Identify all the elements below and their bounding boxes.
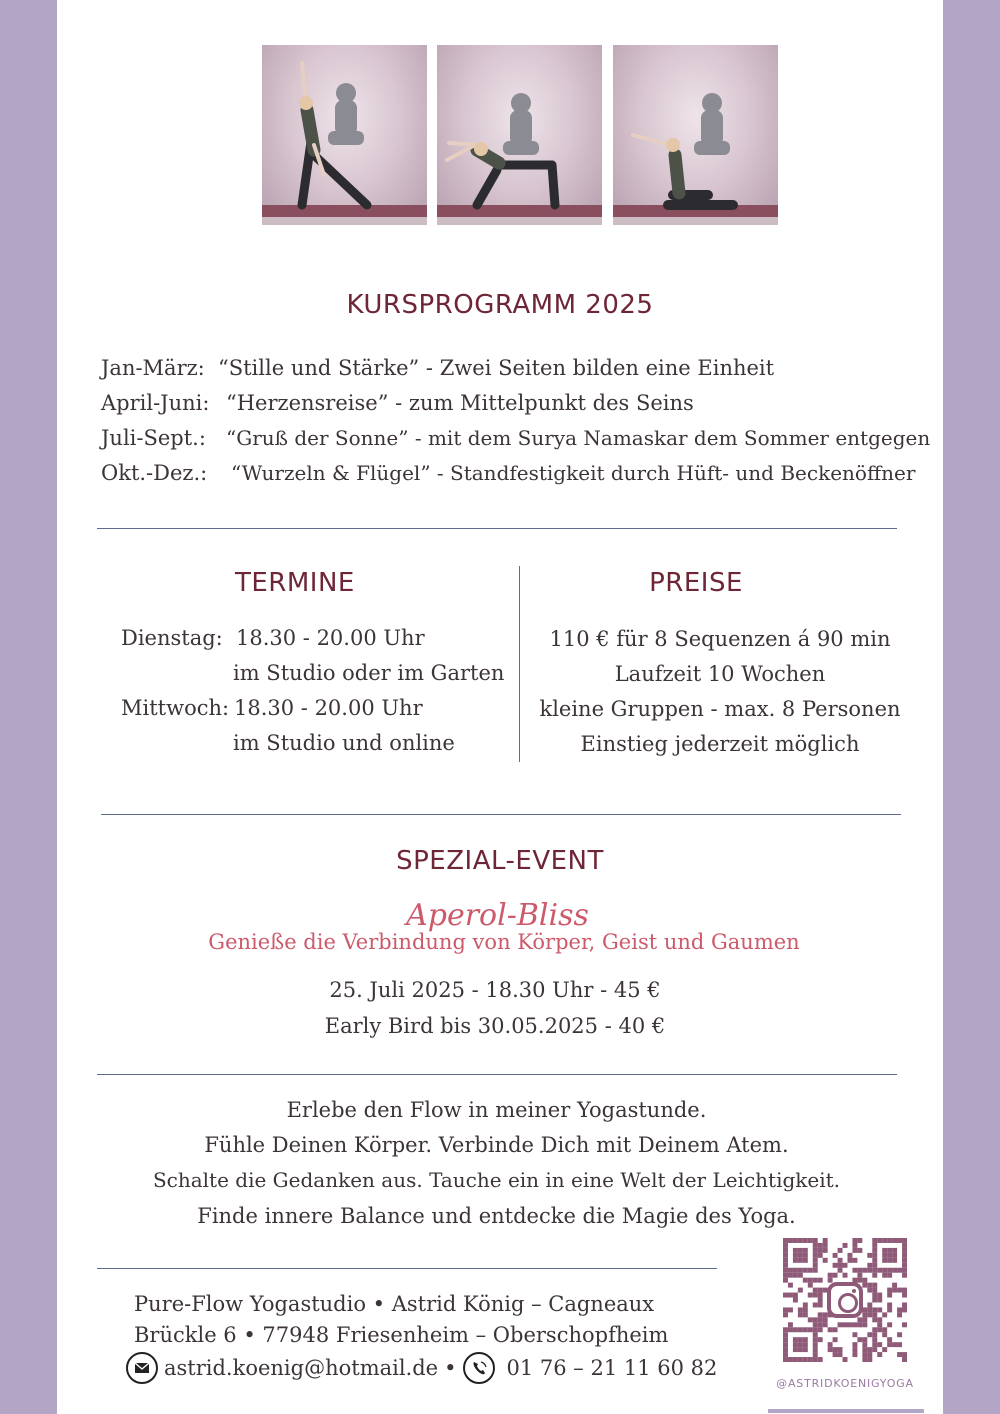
yoga-photo-3 [613, 45, 778, 225]
event-subtitle: Genieße die Verbindung von Körper, Geist und Gaumen [208, 930, 800, 954]
kurs-text-2: “Herzensreise” - zum Mittelpunkt des Seins [226, 391, 694, 415]
contact-studio: Pure-Flow Yogastudio • Astrid König – Cagneaux [134, 1292, 655, 1316]
preise-line-4: Einstieg jederzeit möglich [580, 732, 860, 756]
slogan-line-3: Schalte die Gedanken aus. Tauche ein in eine Welt der Leichtigkeit. [152, 1168, 841, 1192]
termine-day-2: Mittwoch: [121, 696, 230, 720]
termine-day-1-place: im Studio oder im Garten [233, 661, 505, 685]
event-title: SPEZIAL-EVENT [396, 846, 604, 876]
termine-day-2-time: 18.30 - 20.00 Uhr [234, 696, 423, 720]
divider-3 [97, 1074, 897, 1075]
termine-day-1-time: 18.30 - 20.00 Uhr [236, 626, 425, 650]
termine-day-1: Dienstag: [121, 626, 223, 650]
slogan-line-4: Finde innere Balance und entdecke die Magie des Yoga. [197, 1204, 796, 1228]
instagram-qr-code[interactable] [783, 1238, 907, 1362]
divider-2 [101, 814, 901, 815]
kurs-period-3: Juli-Sept.: [101, 426, 206, 450]
contact-line [126, 1352, 717, 1384]
slogan-line-1: Erlebe den Flow in meiner Yogastunde. [286, 1098, 707, 1122]
contact-separator: • [444, 1356, 457, 1380]
preise-line-3: kleine Gruppen - max. 8 Personen [539, 697, 901, 721]
preise-line-1: 110 € für 8 Sequenzen á 90 min [549, 627, 891, 651]
email-icon [126, 1352, 158, 1384]
instagram-handle: @ASTRIDKOENIGYOGA [776, 1377, 914, 1390]
kurs-period-4: Okt.-Dez.: [101, 461, 208, 485]
slogan-line-2: Fühle Deinen Körper. Verbinde Dich mit Deinem Atem. [204, 1133, 789, 1157]
event-name: Aperol-Bliss [406, 898, 589, 933]
phone-icon [463, 1352, 495, 1384]
yoga-photo-1 [262, 45, 427, 225]
kurs-period-1: Jan-März: [101, 356, 205, 380]
contact-address: Brückle 6 • 77948 Friesenheim – Oberschopfheim [134, 1323, 669, 1347]
kurs-text-4: “Wurzeln & Flügel” - Standfestigkeit durch Hüft- und Beckenöffner [231, 461, 916, 485]
kurs-text-1: “Stille und Stärke” - Zwei Seiten bilden eine Einheit [218, 356, 775, 380]
kursprogramm-title: KURSPROGRAMM 2025 [346, 290, 654, 320]
event-early-bird: Early Bird bis 30.05.2025 - 40 € [324, 1014, 666, 1038]
kurs-text-3: “Gruß der Sonne” - mit dem Surya Namaskar dem Sommer entgegen [226, 426, 931, 450]
divider-1 [97, 528, 897, 529]
phone-link[interactable]: 01 76 – 21 11 60 82 [506, 1356, 718, 1380]
termine-day-2-place: im Studio und online [233, 731, 455, 755]
kurs-period-2: April-Juni: [101, 391, 210, 415]
qr-underline [768, 1409, 924, 1413]
preise-title: PREISE [649, 568, 743, 598]
preise-line-2: Laufzeit 10 Wochen [614, 662, 826, 686]
event-date: 25. Juli 2025 - 18.30 Uhr - 45 € [329, 978, 661, 1002]
yoga-photo-2 [437, 45, 602, 225]
divider-4 [97, 1268, 717, 1269]
instagram-icon [827, 1282, 863, 1318]
email-link[interactable]: astrid.koenig@hotmail.de [164, 1356, 439, 1380]
termine-title: TERMINE [235, 568, 355, 598]
